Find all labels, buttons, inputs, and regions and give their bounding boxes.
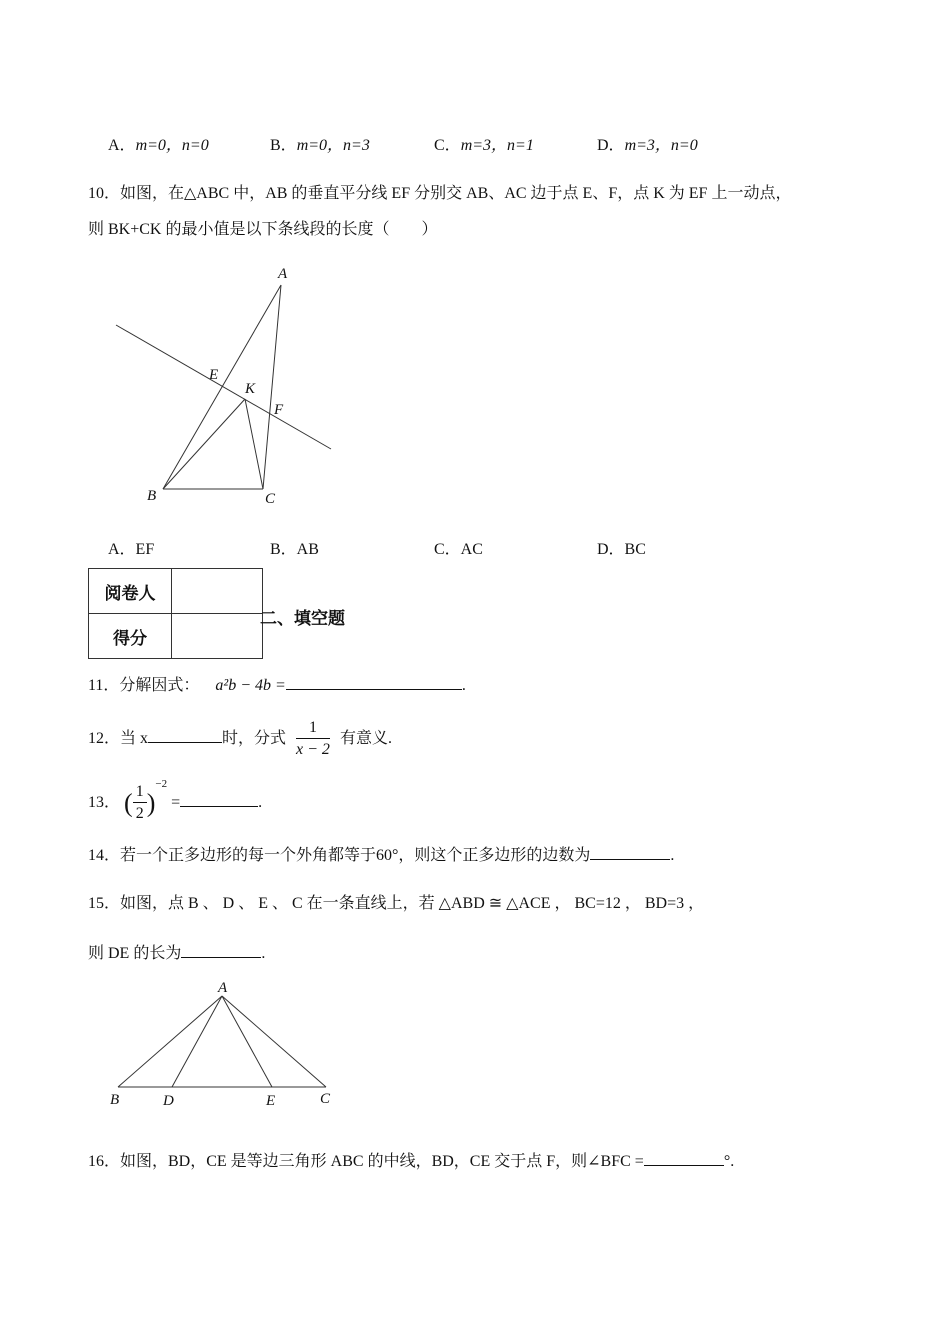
- segment-ad-15: [172, 996, 222, 1087]
- q13-left-paren: (: [124, 788, 133, 818]
- section-title: 二、填空题: [260, 609, 345, 629]
- q16-suffix: °.: [723, 1153, 735, 1170]
- q10-figure: [100, 260, 350, 520]
- segment-ae-15: [222, 996, 272, 1087]
- q10-stem-line2: 则 BK+CK 的最小值是以下条线段的长度（ ）: [88, 221, 438, 238]
- label-f: F: [274, 402, 284, 418]
- label-a: A: [278, 266, 288, 282]
- q11-blank: [286, 675, 462, 690]
- q11-suffix: .: [461, 677, 466, 694]
- q15-figure: [104, 978, 344, 1113]
- q15-line2-suffix: .: [261, 945, 266, 962]
- q16-blank: [644, 1151, 724, 1166]
- grader-table: [88, 568, 263, 659]
- label-e: E: [209, 367, 219, 383]
- q15-blank: [181, 943, 261, 958]
- label-e-15: E: [266, 1093, 276, 1109]
- q10-option-d: D．BC: [597, 541, 646, 558]
- q12-fraction: [296, 718, 330, 761]
- label-a-15: A: [218, 980, 228, 996]
- segment-ac-15: [222, 996, 326, 1087]
- q15-stem-line1: 15．如图，点 B 、 D 、 E 、 C 在一条直线上，若 △ABD ≅ △ACE ， BC=12 ， BD=3 ，: [88, 895, 705, 912]
- q11-expression: a²b − 4b =: [215, 677, 286, 694]
- q11-prefix: 11．分解因式：: [88, 677, 200, 694]
- q13-fraction: [133, 782, 147, 825]
- label-k: K: [245, 381, 256, 397]
- label-d-15: D: [163, 1093, 174, 1109]
- q9-option-a: A．m=0，n=0: [108, 137, 209, 154]
- segment-ab-15: [118, 996, 222, 1087]
- q12-numerator: 1: [296, 718, 330, 739]
- q13-equals: =: [171, 794, 181, 811]
- score-cell: [172, 614, 263, 659]
- reviewer-label: 阅卷人: [89, 569, 172, 614]
- q11: [88, 672, 466, 695]
- label-b: B: [147, 488, 157, 504]
- q9-option-b: B．m=0，n=3: [270, 137, 370, 154]
- q14-text: 14．若一个正多边形的每一个外角都等于60°，则这个正多边形的边数为: [88, 847, 591, 864]
- segment-ab: [163, 285, 281, 489]
- reviewer-cell: [172, 569, 263, 614]
- q13-prefix: 13．: [88, 794, 121, 811]
- q16-prefix: 16．如图，BD，CE 是等边三角形 ABC 的中线，BD，CE 交于点 F，则∠BFC =: [88, 1153, 644, 1170]
- q13-exponent: −2: [155, 778, 168, 790]
- q16: [88, 1148, 734, 1171]
- segment-bk: [163, 399, 245, 489]
- q12-suffix: 有意义.: [339, 730, 392, 748]
- label-c-15: C: [320, 1091, 331, 1107]
- score-label: 得分: [89, 614, 172, 659]
- label-c: C: [265, 491, 276, 507]
- q14: [88, 842, 674, 865]
- line-ef: [116, 325, 331, 449]
- q13-blank: [180, 792, 258, 807]
- q15-stem-line2: [88, 940, 265, 963]
- q13-suffix: .: [258, 794, 263, 811]
- q12-denominator: x − 2: [296, 741, 330, 758]
- segment-ac: [263, 285, 281, 489]
- q9-option-d: D．m=3，n=0: [597, 137, 698, 154]
- q10-option-c: C．AC: [434, 541, 483, 558]
- q14-suffix: .: [670, 847, 675, 864]
- q10-stem-line1: 10．如图，在△ABC 中，AB 的垂直平分线 EF 分别交 AB、AC 边于点 E、F，点 K 为 EF 上一动点，: [88, 185, 792, 202]
- segment-ck: [245, 399, 263, 489]
- q10-option-b: B．AB: [270, 541, 319, 558]
- q13-numerator: 1: [133, 782, 147, 803]
- q12-blank: [148, 728, 222, 743]
- q13-right-paren: ): [146, 788, 156, 818]
- q15-line2-prefix: 则 DE 的长为: [88, 945, 182, 962]
- q12-middle: 时，分式: [222, 730, 287, 748]
- q13-denominator: 2: [135, 804, 144, 822]
- label-b-15: B: [110, 1092, 120, 1108]
- q12-prefix: 12．当 x: [88, 730, 149, 748]
- q12: [88, 718, 392, 761]
- q10-option-a: A．EF: [108, 541, 155, 558]
- q9-option-c: C．m=3，n=1: [434, 137, 534, 154]
- q14-blank: [590, 845, 670, 860]
- q13: [88, 778, 262, 825]
